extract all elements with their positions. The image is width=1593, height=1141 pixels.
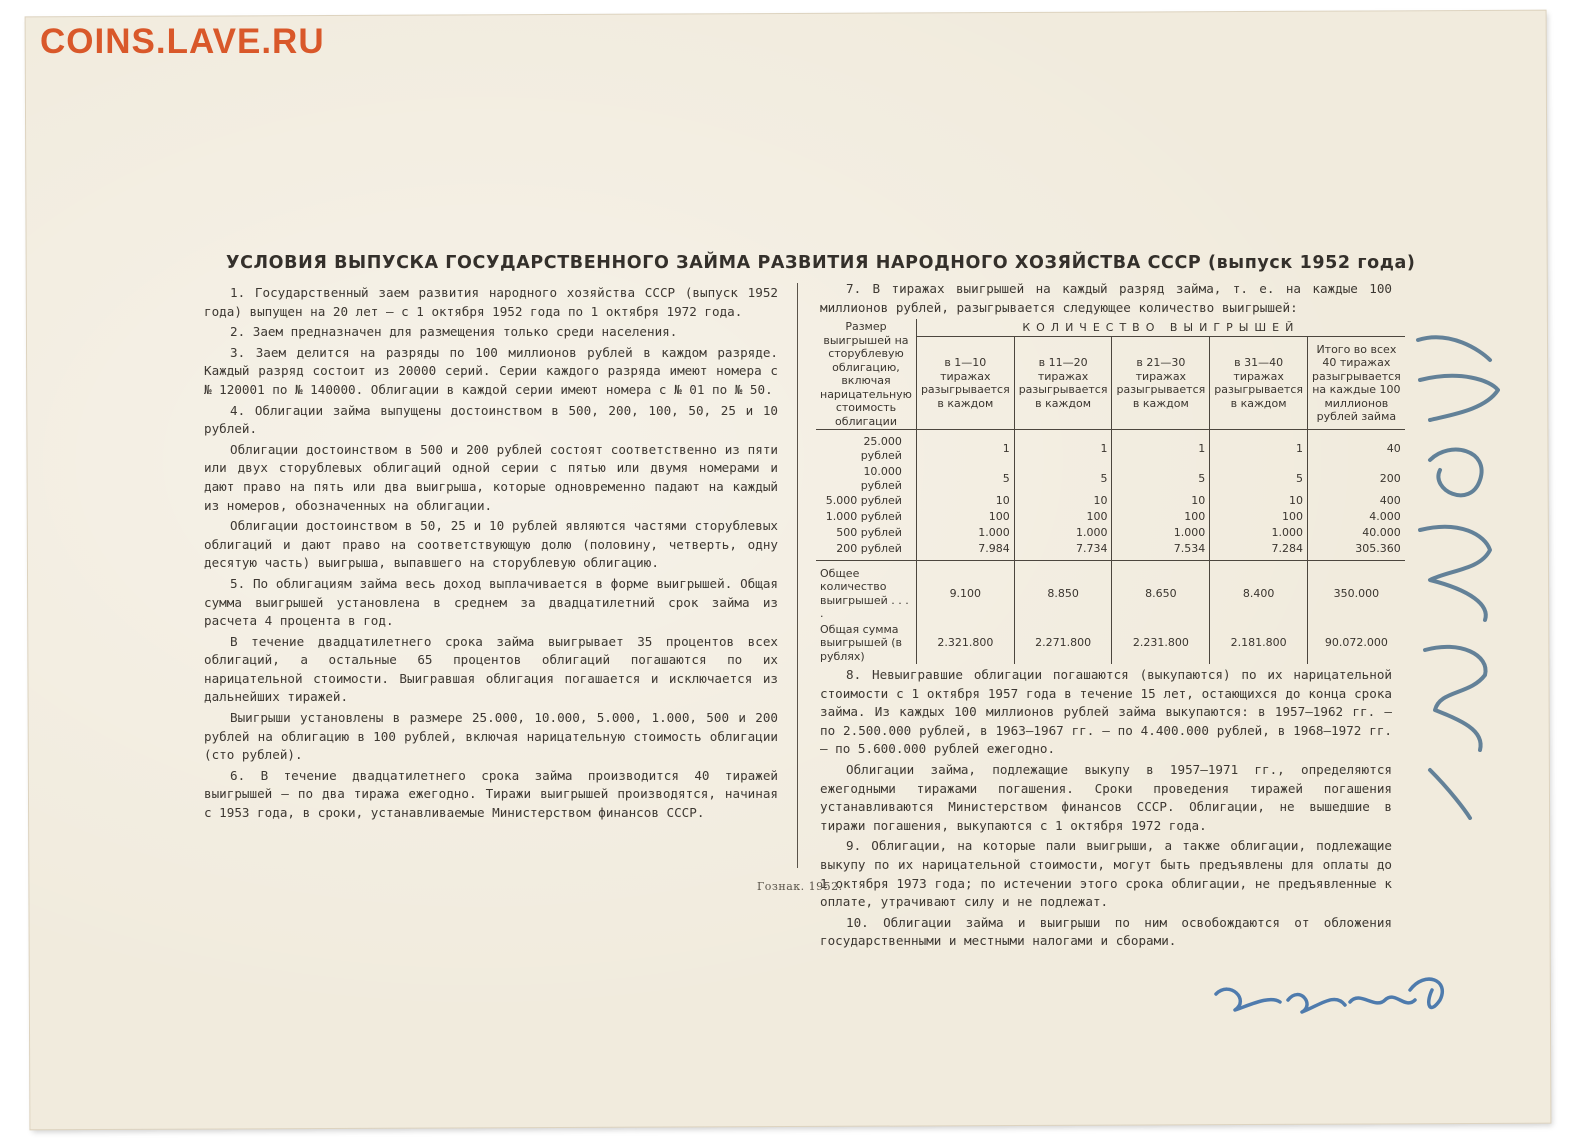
table-cell: 1.000 [916,525,1014,541]
right-column [820,280,1401,953]
table-cell: 100 [916,509,1014,525]
table-cell: 5 [916,464,1014,494]
total-sum-label: Общая сумма выигрышей (в рублях) [820,622,903,663]
table-cell: 10 [1014,493,1112,509]
clause-6: 6. В течение двадцатилетнего срока займа производится 40 тиражей выигрышей — по два тиража ежегодно. Тиражи выигрышей производятся, начиная с 1953 года, в сроки, устанавливаемые Министерством финансов СССР. [204,767,778,821]
table-cell: 2.231.800 [1112,622,1210,665]
handwritten-note-bottom [1210,960,1450,1040]
clause-5-para-3: Выигрыши установлены в размере 25.000, 10.000, 5.000, 1.000, 500 и 200 рублей на облигацию в 100 рублей, включая нарицательную стоимость облигации (сто рублей). [204,710,778,763]
table-col-header: в 21—30 тиражах разыгрывается в каждом [1112,337,1210,430]
table-cell: 9.100 [916,560,1014,622]
table-cell: 100 [1112,509,1210,525]
table-cell: 1 [1210,430,1308,464]
table-cell: 7.284 [1210,541,1308,560]
table-cell: 4.000 [1308,509,1405,525]
clause-7: 7. В тиражах выигрышей на каждый разряд займа, т. е. на каждые 100 миллионов рублей, разыгрывается следующее количество выигрышей: [820,281,1392,315]
table-cell: 2.271.800 [1014,622,1112,665]
prize-label: 500 рублей [836,525,902,539]
clause-4-para-3: Облигации достоинством в 50, 25 и 10 рублей являются частями сторублевых облигаций и дают право на соответствующую долю (половину, четверть, одну десятую часть) выигрыша, выпавшего на сторублевую облигацию. [204,518,778,571]
clause-3: 3. Заем делится на разряды по 100 миллионов рублей в каждом разряде. Каждый разряд состоит из 20000 серий. Серии каждого разряда имеют номера с № 120001 по № 140000. Облигации в каждой серии имеют номера с № 01 по № 50. [204,344,778,397]
table-cell: 40.000 [1308,525,1405,541]
document-title: УСЛОВИЯ ВЫПУСКА ГОСУДАРСТВЕННОГО ЗАЙМА РАЗВИТИЯ НАРОДНОГО ХОЗЯЙСТВА СССР (выпуск 1952 года) [226,253,1416,273]
clause-5: 5. По облигациям займа весь доход выплачивается в форме выигрышей. Общая сумма выигрышей установлена в среднем за двадцатилетний срок займа из расчета 4 процента в год. [204,575,778,629]
table-cell: 400 [1308,493,1405,509]
column-divider [797,283,798,868]
table-cell: 1 [1014,430,1112,464]
table-cell: 8.650 [1112,560,1210,622]
handwritten-inscription-vertical [1390,320,1510,820]
clause-2: 2. Заем предназначен для размещения только среди населения. [230,324,678,340]
table-cell: 8.400 [1210,560,1308,622]
clause-4-para-2: Облигации достоинством в 500 и 200 рублей состоят соответственно из пяти или двух сторублевых облигаций одной серии с пятью или двумя номерами и дают право на пять или два выигрыша, которые одновременно падают на каждый из номеров, обозначенных на облигации. [204,441,778,513]
clause-10: 10. Облигации займа и выигрыши по ним освобождаются от обложения государственными и местными налогами и сборами. [820,914,1392,949]
table-row [816,509,1405,525]
table-cell: 1 [916,430,1014,464]
clause-4: 4. Облигации займа выпущены достоинством в 500, 200, 100, 50, 25 и 10 рублей. [204,402,778,437]
table-col-header: в 1—10 тиражах разыгрывается в каждом [916,337,1014,430]
clause-1: 1. Государственный заем развития народного хозяйства СССР (выпуск 1952 года) выпущен на 20 лет — с 1 октября 1952 года по 1 октября 1972 года. [204,285,778,319]
table-row [816,541,1405,560]
clause-8-para-2: Облигации займа, подлежащие выкупу в 1957—1971 гг., определяются ежегодными тиражами погашения. Сроки проведения тиражей погашения устанавливаются Министерством финансов СССР. Облигации, не вышедшие в тиражи погашения, выкупаются с 1 октября 1972 года. [820,762,1392,833]
total-count-label: Общее количество выигрышей . . . . [816,560,916,622]
table-cell: 10 [916,493,1014,509]
table-cell: 90.072.000 [1308,622,1405,665]
table-cell: 1 [1112,430,1210,464]
prize-label: 10.000 рублей [860,464,902,492]
table-row [816,464,1405,494]
table-cell: 5 [1014,464,1112,494]
site-watermark: COINS.LAVE.RU [40,22,325,61]
table-cell: 1.000 [1112,525,1210,541]
table-row [816,430,1405,464]
table-cell: 7.984 [916,541,1014,560]
prize-table [816,319,1405,664]
table-corner-header: Размер выигрышей на сторублевую облигацию, включая нарицательную стоимость облигации [816,319,916,430]
table-total-sum-row [816,622,1405,665]
table-cell: 10 [1112,493,1210,509]
table-cell: 7.534 [1112,541,1210,560]
clause-5-para-2: В течение двадцатилетнего срока займа выигрывает 35 процентов всех облигаций, а остальные 65 процентов облигаций погашаются по их нарицательной стоимости. Выигравшая облигация погашается и исключается из дальнейших тиражей. [204,633,778,705]
table-cell: 100 [1210,509,1308,525]
table-cell: 350.000 [1308,560,1405,622]
table-cell: 5 [1210,464,1308,494]
table-cell: 2.181.800 [1210,622,1308,665]
table-col-header: в 31—40 тиражах разыгрывается в каждом [1210,337,1308,430]
prize-label: 25.000 рублей [860,435,902,462]
table-cell: 100 [1014,509,1112,525]
prize-label: 1.000 рублей [825,510,902,524]
table-total-count-row [816,560,1405,622]
table-cell: 2.321.800 [916,622,1014,665]
table-row [816,493,1405,509]
table-row [816,525,1405,541]
table-cell: 1.000 [1014,525,1112,541]
printer-mark: Гознак. 1952. [757,880,843,893]
left-column [204,284,778,825]
table-cell: 10 [1210,493,1308,509]
prize-label: 200 рублей [836,541,902,555]
table-cell: 40 [1308,430,1405,464]
prize-label: 5.000 рублей [825,494,902,508]
table-cell: 1.000 [1210,525,1308,541]
clause-9: 9. Облигации, на которые пали выигрыши, а также облигации, подлежащие выкупу по их нарицательной стоимости, могут быть предъявлены для оплаты до 1 октября 1973 года; по истечении этого срока облигации, не предъявленные к оплате, утрачивают силу и не подлежат. [820,838,1392,910]
table-cell: 305.360 [1308,541,1405,560]
table-col-header: Итого во всех 40 тиражах разыгрывается на каждые 100 миллионов рублей займа [1308,337,1405,430]
table-cell: 5 [1112,464,1210,494]
table-cell: 8.850 [1014,560,1112,622]
table-cell: 200 [1308,464,1405,494]
table-group-header: КОЛИЧЕСТВО ВЫИГРЫШЕЙ [916,319,1404,337]
table-cell: 7.734 [1014,541,1112,560]
clause-8: 8. Невыигравшие облигации погашаются (выкупаются) по их нарицательной стоимости с 1 октября 1957 года в течение 15 лет, остающихся до конца срока займа. Из каждых 100 миллионов рублей займа выкупаются: в 1957—1962 гг. — по 2.500.000 рублей, в 1963—1967 гг. — по 4.400.000 рублей, в 1968—1972 гг. — по 5.600.000 рублей ежегодно. [820,667,1392,757]
table-col-header: в 11—20 тиражах разыгрывается в каждом [1014,337,1112,430]
